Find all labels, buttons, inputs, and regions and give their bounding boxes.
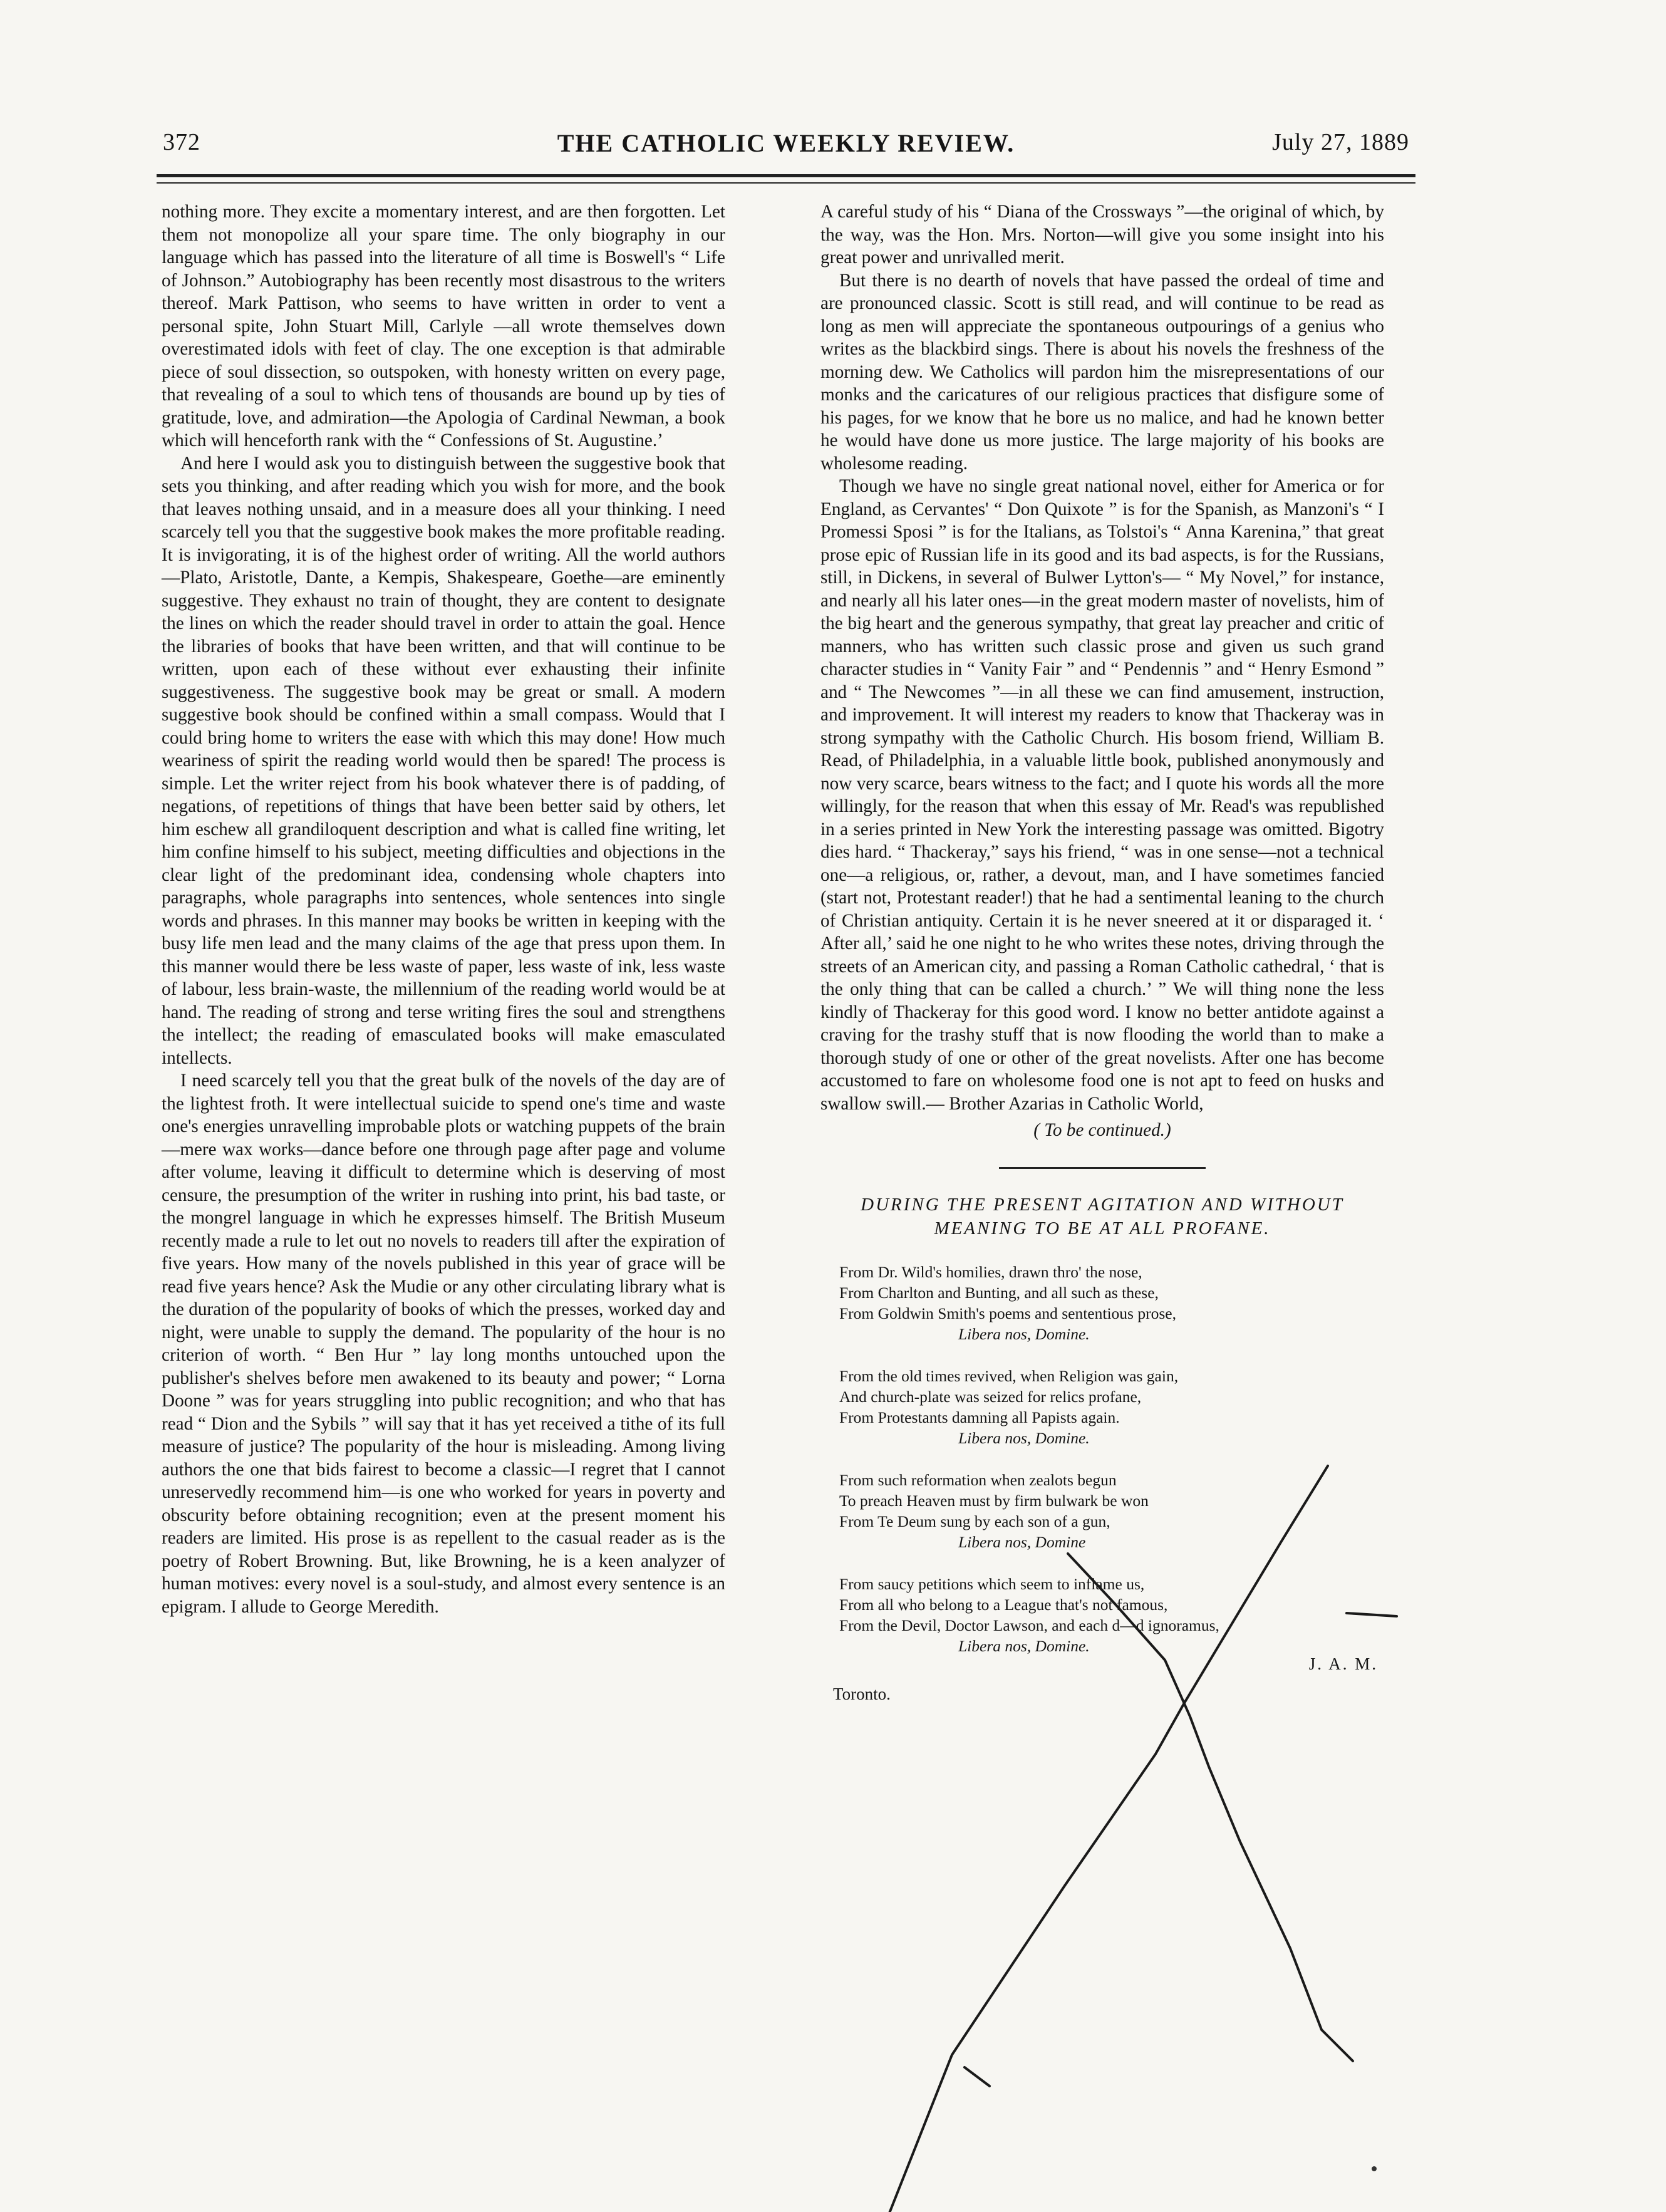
- poem-stanza: [839, 1470, 1384, 1552]
- pen-stroke: [965, 2067, 990, 2086]
- poem-line: From saucy petitions which seem to inflame us,: [839, 1574, 1145, 1593]
- paragraph: I need scarcely tell you that the great bulk of the novels of the day are of the lightest froth. It were intellectual suicide to spend one's time and waste one's energies unravelling improbable plots or watching puppets of the brain—mere wax works—dance before one through page after page and volume after volume, leaving it difficult to determine which is deserving of most censure, the presumption of the writer in rushing into print, his bad taste, or the mongrel language in which he expresses himself. The British Museum recently made a rule to let out no novels to readers till after the expiration of five years. How many of the novels published in this year of grace will be read five years hence? Ask the Mudie or any other circulating library what is the duration of the popularity of books of which the presses, worked day and night, were unable to supply the demand. The popularity of the hour is no criterion of worth. “ Ben Hur ” lay long months untouched upon the publisher's shelves before men awakened to its beauty and power; “ Lorna Doone ” was for years struggling into public recognition; and who that has read “ Dion and the Sybils ” will say that it has yet received a tithe of its full measure of justice? The popularity of the hour is misleading. Among living authors the one that bids fairest to become a classic—I regret that I cannot unreservedly recommend him—is one who worked for years in poverty and obscurity before obtaining recognition; even at the present moment his readers are limited. His prose is as repellent to the casual reader as is the poetry of Robert Browning. But, like Browning, he is a keen analyzer of human motives: every novel is a soul-study, and almost every sentence is an epigram. I allude to George Meredith.: [162, 1071, 725, 1617]
- page-number: 372: [163, 129, 200, 155]
- poem-signature: J. A. M.: [1308, 1654, 1378, 1673]
- issue-date: July 27, 1889: [1272, 129, 1409, 155]
- poem-line: From Te Deum sung by each son of a gun,: [839, 1512, 1110, 1530]
- poem-stanza: [839, 1574, 1384, 1656]
- header-rule-thick: [157, 174, 1415, 177]
- paragraph: A careful study of his “ Diana of the Crossways ”—the original of which, by the way, was the Hon. Mrs. Norton—will give you some insight into his great power and unrivalled merit.: [820, 202, 1384, 267]
- poem-refrain: Libera nos, Domine.: [958, 1428, 1090, 1447]
- poem-line: From Dr. Wild's homilies, drawn thro' the nose,: [839, 1262, 1142, 1281]
- poem-stanza: [839, 1366, 1384, 1448]
- poem-title-line-2: MEANING TO BE AT ALL PROFANE.: [934, 1218, 1271, 1238]
- poem-stanza: [839, 1262, 1384, 1344]
- poem-line: From such reformation when zealots begun: [839, 1470, 1117, 1489]
- poem: [820, 1193, 1384, 1709]
- paragraph: Though we have no single great national novel, either for America or for England, as Cervantes' “ Don Quixote ” is for the Spanish, as Manzoni's “ I Promessi Sposi ” is for the Italians, as Tolstoi's “ Anna Karenina,” that great prose epic of Russian life in its good and its bad aspects, is for the Russians, still, in Dickens, in several of Bulwer Lytton's— “ My Novel,” for instance, and nearly all his later ones—in the great modern master of novelists, him of the big heart and the generous sympathy, that great lay preacher and critic of manners, who has written such classic prose and given us such grand character studies in “ Vanity Fair ” and “ Pendennis ” and “ Henry Esmond ” and “ The Newcomes ”—in all these we can find amusement, instruction, and improvement. It will interest my readers to know that Thackeray was in strong sympathy with the Catholic Church. His bosom friend, William B. Read, of Philadelphia, in a valuable little book, published anonymously and now very scarce, bears witness to the fact; and I quote his words all the more willingly, for the reason that when this essay of Mr. Read's was republished in a series printed in New York the interesting passage was omitted. Bigotry dies hard. “ Thackeray,” says his friend, “ was in one sense—not a technical one—a religious, or, rather, a devout, man, and I have sometimes fancied (start not, Protestant reader!) that he had a sentimental leaning to the church of Christian antiquity. Certain it is he never sneered at it or disparaged it. ‘ After all,’ said he one night to he who writes these notes, driving through the streets of an American city, and passing a Roman Catholic cathedral, ‘ that is the only thing that can be called a church.’ ” We will thing none the less kindly of Thackeray for this good word. I know no better antidote against a craving for the trashy stuff that is now flooding the world than to make a thorough study of one or other of the great novelists. After one has become accustomed to fare on wholesome food one is not apt to feed on husks and swallow swill.— Brother Azarias in Catholic World,: [820, 476, 1384, 1114]
- poem-line: From Charlton and Bunting, and all such as these,: [839, 1283, 1159, 1302]
- poem-place: Toronto.: [833, 1684, 891, 1703]
- poem-refrain: Libera nos, Domine.: [958, 1636, 1090, 1655]
- journal-title: THE CATHOLIC WEEKLY REVIEW.: [557, 129, 1015, 157]
- poem-refrain: Libera nos, Domine: [958, 1532, 1086, 1551]
- poem-refrain: Libera nos, Domine.: [958, 1324, 1090, 1343]
- paragraph: And here I would ask you to distinguish between the suggestive book that sets you thinking, and after reading which you wish for more, and the book that leaves nothing unsaid, and in a measure does all your thinking. I need scarcely tell you that the suggestive book makes the more profitable reading. It is invigorating, it is of the highest order of writing. All the world authors—Plato, Aristotle, Dante, a Kempis, Shakespeare, Goethe—are eminently suggestive. They exhaust no train of thought, they are content to designate the lines on which the reader should travel in order to attain the goal. Hence the libraries of books that have been written, and that will continue to be written, upon each of these without ever exhausting their infinite suggestiveness. The suggestive book may be great or small. A modern suggestive book should be confined within a small compass. Would that I could bring home to writers the ease with which this may done! How much weariness of spirit the reading world would then be spared! The process is simple. Let the writer reject from his book whatever there is of padding, of negations, of repetitions of things that have been better said by others, let him eschew all grandiloquent description and what is called fine writing, let him confine himself to his subject, meeting difficulties and objections in the clear light of the predominant idea, condensing whole chapters into paragraphs, whole paragraphs into sentences, whole sentences into single words and phrases. In this manner may books be written in keeping with the busy life men lead and the many claims of the age that press upon them. In this manner would there be less waste of paper, less waste of ink, less waste of labour, less brain-waste, the millennium of the reading world would be at hand. The reading of strong and terse writing fires the soul and strengthens the intellect; the reading of emasculated books will make emasculated intellects.: [162, 453, 725, 1068]
- right-column: [820, 200, 1384, 1709]
- poem-footer: [820, 1654, 1384, 1709]
- paragraph: But there is no dearth of novels that have passed the ordeal of time and are pronounced classic. Scott is still read, and will continue to be read as long as men will appreciate the spontaneous outpourings of a genius who writes as the blackbird sings. There is about his novels the freshness of the morning dew. We Catholics will pardon him the misrepresentations of our monks and the caricatures of our religious practices that disfigure some of his pages, for we know that he bore us no malice, and had he known better he would have done us more justice. The large majority of his books are wholesome reading.: [820, 270, 1384, 474]
- section-divider: [999, 1167, 1206, 1169]
- header-rule-thin: [157, 182, 1415, 184]
- poem-line: To preach Heaven must by firm bulwark be won: [839, 1491, 1149, 1510]
- poem-title-line-1: DURING THE PRESENT AGITATION AND WITHOUT: [861, 1194, 1344, 1215]
- left-column: [162, 200, 725, 1618]
- continued-note: ( To be continued.): [1033, 1120, 1171, 1140]
- poem-line: From Protestants damning all Papists again.: [839, 1408, 1120, 1426]
- poem-line: From the old times revived, when Religion was gain,: [839, 1366, 1179, 1385]
- page-header: [163, 128, 1409, 166]
- poem-line: From all who belong to a League that's not famous,: [839, 1595, 1168, 1614]
- poem-line: From the Devil, Doctor Lawson, and each d—d ignoramus,: [839, 1616, 1219, 1634]
- ink-dot: [1372, 2166, 1377, 2171]
- paragraph: nothing more. They excite a momentary interest, and are then forgotten. Let them not monopolize all your spare time. The only biography in our language which has passed into the literature of all time is Boswell's “ Life of Johnson.” Autobiography has been recently most disastrous to the writers thereof. Mark Pattison, who seems to have written in order to vent a personal spite, John Stuart Mill, Carlyle —all wrote themselves down overestimated idols with feet of clay. The one exception is that admirable piece of soul dissection, so outspoken, with honesty written on every page, that revealing of a soul to which tens of thousands are bound up by ties of gratitude, love, and admiration—the Apologia of Cardinal Newman, a book which will henceforth rank with the “ Confessions of St. Augustine.’: [162, 202, 725, 450]
- poem-line: And church-plate was seized for relics profane,: [839, 1387, 1142, 1406]
- poem-line: From Goldwin Smith's poems and sententious prose,: [839, 1304, 1176, 1322]
